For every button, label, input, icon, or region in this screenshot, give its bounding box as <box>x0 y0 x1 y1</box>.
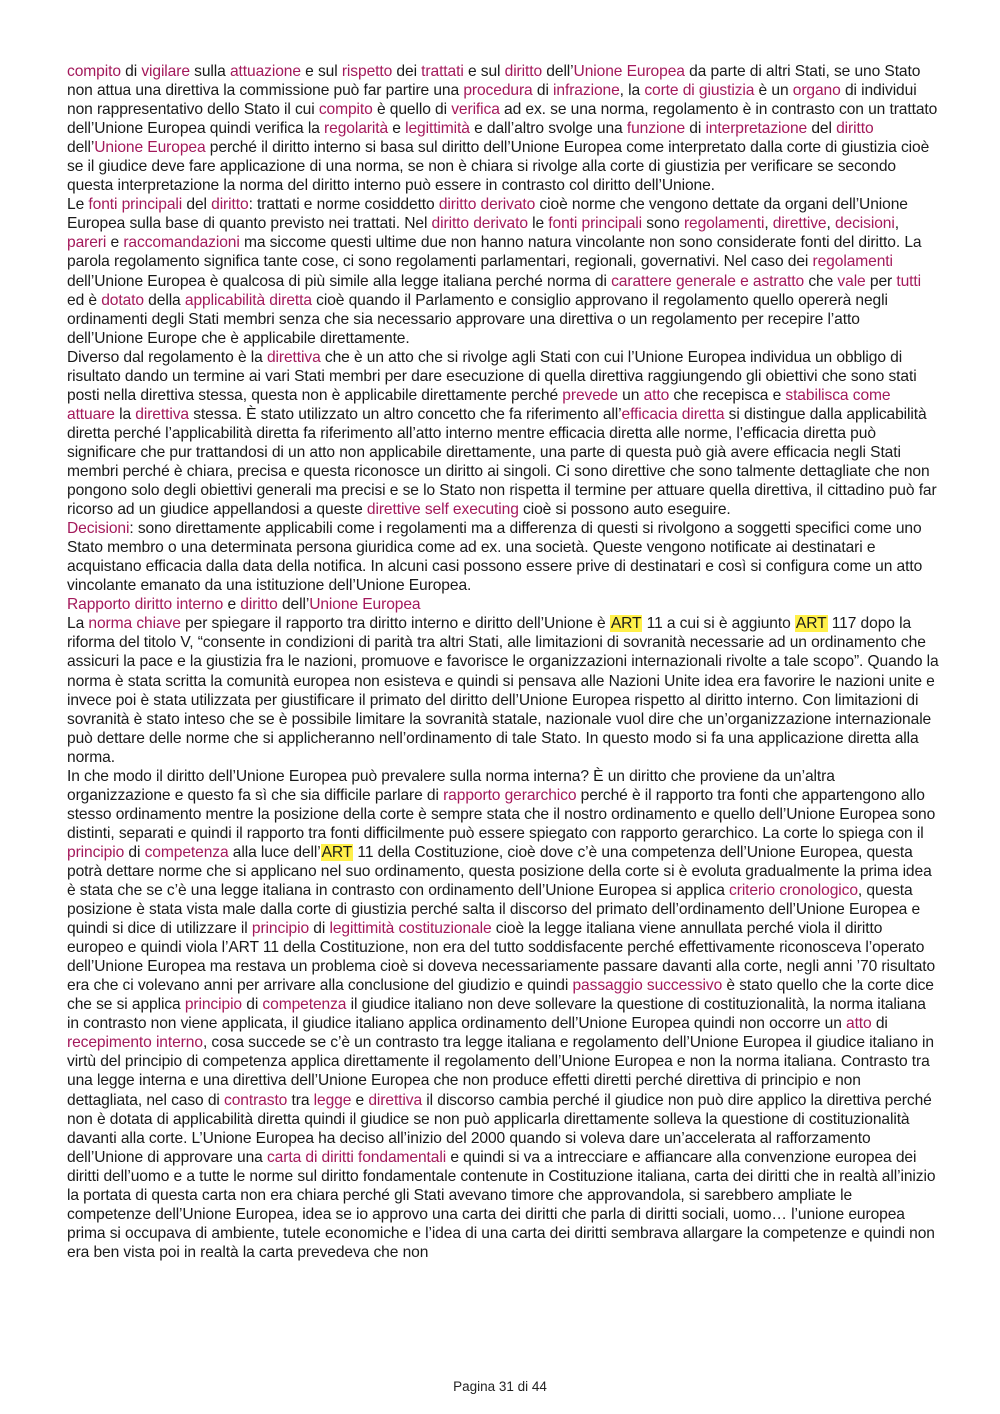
text-run: di <box>685 120 706 138</box>
highlighted-term: contrasto <box>224 1091 288 1109</box>
marker-highlight: ART <box>795 615 827 633</box>
text-run: e <box>106 234 124 252</box>
highlighted-term: Unione Europea <box>309 596 421 614</box>
paragraph <box>67 614 940 766</box>
text-run: e dall’altro svolge una <box>469 120 627 138</box>
text-run: e sul <box>463 63 505 80</box>
highlighted-term: Decisioni <box>67 520 130 538</box>
text-run: dell’Unione Europea è qualcosa di più simile alla legge italiana perché norma di <box>67 272 612 290</box>
highlighted-term: diritto <box>211 196 249 214</box>
page-footer: Pagina 31 di 44 <box>453 1379 547 1394</box>
text-run: e <box>351 1091 369 1109</box>
text-run: le <box>527 215 549 233</box>
highlighted-term: competenza <box>262 996 347 1014</box>
text-run: dei <box>392 63 422 80</box>
text-run: che è un atto che si rivolge agli Stati con cui l’Unione Europea individua un obbligo di risultato dando un termine ai vari Stati membri per dare esecuzione di quella direttiva raggiungendo gli obiettivi che sono stati posti nella direttiva stessa, questa non è applicabile direttamente perché <box>67 348 917 404</box>
highlighted-term: dotato <box>101 291 144 309</box>
highlighted-term: infrazione <box>553 82 620 100</box>
text-run: di <box>871 1015 888 1033</box>
highlighted-term: carattere generale e astratto <box>611 272 805 290</box>
text-run: perché il diritto interno si basa sul diritto dell’Unione Europea come interpretato dalla corte di giustizia cioè se il giudice deve fare applicazione di una norma, se non è chiara si rivolge alla corte di giustizia per verificare se secondo questa interpretazione la norma del diritto interno può essere in contrasto col diritto dell’Unione. <box>67 139 930 195</box>
highlighted-term: efficacia diretta <box>621 405 725 423</box>
highlighted-term: applicabilità diretta <box>184 291 312 309</box>
text-run: che <box>804 272 838 290</box>
highlighted-term: rapporto gerarchico <box>443 786 577 804</box>
text-run: 11 della Costituzione, cioè dove c’è una competenza dell’Unione Europea, questa potrà dettare norme che si applicano nel suo ordinamento, questa posizione della corte si è evoluta gradualmente la prima idea è stata che se c’è una legge italiana in contrasto con ordinamento dell’Unione Europea si applica <box>67 843 932 900</box>
text-run: , <box>894 215 899 233</box>
text-run: un <box>617 386 644 404</box>
highlighted-term: recepimento interno <box>67 1034 203 1052</box>
text-run: La <box>67 615 89 633</box>
text-run: e <box>223 596 241 614</box>
highlighted-term: principio <box>251 920 310 938</box>
highlighted-term: funzione <box>626 120 686 138</box>
text-run: si distingue dalla applicabilità diretta perché l’applicabilità diretta fa riferimento all’atto interno mentre efficacia diretta alle norme, l’efficacia diretta può significare che pur trattandosi di un atto non applicabile direttamente, una parte di questa può già avere efficacia negli Stati membri perché è chiara, precisa e questa riconosce un diritto ai singoli. Ci sono direttive che sono talmente dettagliate che non pongono solo degli obiettivi generali ma precisi e se lo Stato non rispetta il termine per attuare quella direttiva, il cittadino può far ricorso ad un giudice appellandosi a queste <box>67 405 937 519</box>
text-run: di <box>309 920 330 938</box>
text-run: del <box>807 120 837 138</box>
text-run: di <box>120 63 142 80</box>
highlighted-term: regolamenti <box>683 215 765 233</box>
text-run: perché è il rapporto tra fonti che appartengono allo stesso ordinamento mentre la posizione della corte è sempre stata che il nostro ordinamento e quello dell’Unione Europea sono distinti, separati e quindi il rapporto tra fonti difficilmente può essere spiegato con rapporto gerarchico. La corte lo spiega con il <box>67 786 936 842</box>
text-run: Diverso dal regolamento è la <box>67 348 267 366</box>
highlighted-term: atto <box>643 386 670 404</box>
text-run: , <box>764 215 773 233</box>
highlighted-term: decisioni <box>834 215 895 233</box>
paragraph <box>67 62 940 195</box>
highlighted-term: corte di giustizia <box>644 82 755 100</box>
text-run: Le <box>67 196 89 214</box>
highlighted-term: Unione Europea <box>94 139 206 157</box>
highlighted-term: regolarità <box>324 120 389 138</box>
paragraph <box>67 767 940 1262</box>
text-run: sulla <box>189 63 230 80</box>
highlighted-term: norma chiave <box>88 615 181 633</box>
text-run: di <box>532 82 554 100</box>
highlighted-term: diritto derivato <box>438 196 536 214</box>
text-run: per <box>865 272 897 290</box>
text-run: di <box>124 843 145 861</box>
highlighted-term: diritto derivato <box>431 215 528 233</box>
text-run: da parte di altri Stati, se uno Stato non attua una direttiva la commissione può far partire una <box>67 63 921 100</box>
text-run: : sono direttamente applicabili come i regolamenti ma a differenza di questi si rivolgono a soggetti specifici come uno Stato membro o una determinata persona giuridica come ad ex. una società. Queste vengono notificate ai destinatari e acquistano efficacia dalla data della notifica. In alcuni casi possono essere prive di destinatari e così si configura come un atto vincolante emanato da una istituzione dell’Unione Europea. <box>67 520 923 595</box>
paragraph <box>67 519 940 595</box>
highlighted-term: compito <box>67 63 121 80</box>
highlighted-term: Rapporto diritto interno <box>67 596 224 614</box>
text-run: per spiegare il rapporto tra diritto interno e diritto dell’Unione è <box>180 615 610 633</box>
text-run: cioè si possono auto eseguire. <box>518 501 731 519</box>
highlighted-term: atto <box>846 1015 872 1033</box>
text-run: del <box>182 196 212 214</box>
text-run: dell’ <box>277 596 310 614</box>
text-run: che recepisca e <box>669 386 786 404</box>
text-run: e sul <box>300 63 342 80</box>
highlighted-term: fonti principali <box>548 215 643 233</box>
text-run: alla luce dell’ <box>228 843 321 861</box>
text-run: , cosa succede se c’è un contrasto tra legge italiana e regolamento dell’Unione Europea il giudice italiano in virtù del principio di competenza applica direttamente il regolamento dell’Unione Europea e non la norma italiana. Contrasto tra una legge interna e una direttiva dell’Unione Europea che non produce effetti diretti perché direttiva di principio e non dettagliata, nel caso di <box>67 1034 934 1109</box>
text-run: ed è <box>67 291 102 309</box>
highlighted-term: direttiva <box>266 348 321 366</box>
text-run: il discorso cambia perché il giudice non può dire applico la direttiva perché non è dotata di applicabilità diretta quindi il giudice se non può applicarla direttamente solleva la questione di costituzionalità davanti alla corte. L’Unione Europea ha deciso all’inizio del 2000 quando si voleva dare un’accelerata al rafforzamento dell’Unione di approvare una <box>67 1091 932 1166</box>
text-run: sono <box>642 215 684 233</box>
highlighted-term: principio <box>67 843 125 861</box>
text-run: e quindi si va a intrecciare e affiancare alla convenzione europea dei diritti dell’uomo e a tutte le norme sul diritto fondamentale contenute in Costituzione italiana, carta dei diritti che in realtà all’inizio la portata di questa carta non era chiara perché gli Stati avevano timore che approvandola, si sarebbero ampliate le competenze dell’Unione Europea, idea se io approvo una carta dei diritti che parla di diritti sociali, uomo… l’unione europea prima si occupava di ambiente, tutele economiche e l’idea di una carta dei diritti sembrava allargare la competenze e quindi non era ben vista poi in realtà la carta prevedeva che non <box>67 1148 936 1261</box>
highlighted-term: carta di diritti fondamentali <box>266 1148 447 1166</box>
text-run: di <box>242 996 263 1014</box>
text-run: della <box>143 291 185 309</box>
text-run: cioè norme che vengono dettate da organi dell’Unione Europea sulla base di quanto previsto nei trattati. Nel <box>67 196 908 233</box>
highlighted-term: diritto <box>504 63 543 80</box>
text-run: ma siccome questi ultime due non hanno natura vincolante non sono considerate fonti del diritto. La parola regolamento significa tante cose, ci sono regolamenti parlamentari, regionali, governativi. Nel caso dei <box>67 234 922 271</box>
highlighted-term: rispetto <box>341 63 393 80</box>
highlighted-term: stabilisca come attuare <box>67 386 891 423</box>
text-run: dell’ <box>542 63 574 80</box>
body-text <box>67 62 940 1262</box>
highlighted-term: direttive self executing <box>366 501 519 519</box>
text-run: dell’ <box>67 139 95 157</box>
text-run: e <box>388 120 406 138</box>
text-run: , questa posizione è stata vista male dalla corte di giustizia perché salta il discorso del primato dell’ordinamento dell’Unione Europea e quindi si dice di utilizzare il <box>67 882 921 938</box>
highlighted-term: competenza <box>144 843 229 861</box>
highlighted-term: diritto <box>836 120 874 138</box>
text-run: ad ex. se una norma, regolamento è in contrasto con un trattato dell’Unione Europea quindi verifica la <box>67 101 938 138</box>
highlighted-term: organo <box>792 82 841 100</box>
text-run: 117 dopo la riforma del titolo V, “consente in condizioni di parità tra altri Stati, alle limitazioni di sovranità necessarie ad un ordinamento che assicuri la pace e la giustizia fra le nazioni, promuove e favorisce le organizzazioni internazionali rivolte a tale scopo”. Quando la norma è stata scritta la comunità europea non esisteva e quindi si pensava alle Nazioni Unite idea era favorire le nazioni unite e invece poi è stata utilizzata per giustificare il primato del diritto dell’Unione Europea rispetto al diritto interno. Con limitazioni di sovranità è stato inteso che se è possibile limitare la sovranità statale, nazionale vuol dire che un’organizzazione internazionale può dettare delle norme che si applicheranno nell’ordinamento di tale Stato. In questo modo si fa una applicazione diretta alla norma. <box>67 615 939 766</box>
marker-highlight: ART <box>321 843 353 861</box>
highlighted-term: procedura <box>463 82 533 100</box>
highlighted-term: pareri <box>67 234 107 252</box>
highlighted-term: vigilare <box>141 63 190 80</box>
highlighted-term: legge <box>313 1091 352 1109</box>
text-run: tra <box>287 1091 314 1109</box>
text-run: , la <box>619 82 645 100</box>
text-run: il giudice italiano non deve sollevare la questione di costituzionalità, la norma italiana in contrasto non viene applicata, il giudice italiano applica ordinamento dell’Unione Europea quindi non occorre un <box>67 996 926 1033</box>
highlighted-term: legittimità costituzionale <box>329 920 492 938</box>
highlighted-term: compito <box>318 101 373 119</box>
text-run: cioè la legge italiana viene annullata perché viola il diritto europeo e quindi viola l’ART 11 della Costituzione, non era del tutto soddisfacente perché effettivamente riconosceva l’operato dell’Unione Europea ma restava un problema cioè si doveva necessariamente passare davanti alla corte, negli anni ’70 risultato era che ci volevano anni per arrivare alla conclusione del giudizio e quindi <box>67 920 936 995</box>
highlighted-term: verifica <box>451 101 500 119</box>
highlighted-term: passaggio successivo <box>572 977 723 995</box>
paragraph <box>67 195 940 347</box>
text-run: : trattati e norme cosiddetto <box>248 196 439 214</box>
highlighted-term: tutti <box>896 272 921 290</box>
text-run: di individui non rappresentativo dello Stato il cui <box>67 82 917 119</box>
text-run: è stato quello che la corte dice che se si applica <box>67 977 934 1014</box>
text-run: , <box>826 215 835 233</box>
highlighted-term: direttiva <box>135 405 189 423</box>
highlighted-term: raccomandazioni <box>123 234 240 252</box>
text-run: è un <box>754 82 793 100</box>
highlighted-term: principio <box>184 996 243 1014</box>
text-run: la <box>114 405 136 423</box>
paragraph <box>67 348 940 519</box>
highlighted-term: trattati <box>421 63 464 80</box>
paragraph <box>67 595 940 614</box>
highlighted-term: prevede <box>562 386 618 404</box>
marker-highlight: ART <box>610 615 642 633</box>
highlighted-term: legittimità <box>405 120 470 138</box>
text-run: cioè quando il Parlamento e consiglio approvano il regolamento quello opererà negli ordinamenti degli Stati membri senza che sia necessario approvare una direttiva o un regolamento per recepire l’atto dell’Unione Europe che è applicabile direttamente. <box>67 291 888 347</box>
highlighted-term: direttiva <box>368 1091 423 1109</box>
highlighted-term: interpretazione <box>705 120 808 138</box>
highlighted-term: criterio cronologico <box>729 882 858 900</box>
text-run: 11 a cui si è aggiunto <box>642 615 795 633</box>
highlighted-term: diritto <box>240 596 278 614</box>
highlighted-term: attuazione <box>229 63 301 80</box>
highlighted-term: direttive <box>772 215 827 233</box>
highlighted-term: fonti principali <box>88 196 183 214</box>
highlighted-term: vale <box>837 272 866 290</box>
text-run: stessa. È stato utilizzato un altro concetto che fa riferimento all’ <box>188 405 622 423</box>
text-run: In che modo il diritto dell’Unione Europea può prevalere sulla norma interna? È un diritto che proviene da un’altra organizzazione e questo fa sì che sia difficile parlare di <box>67 767 835 804</box>
highlighted-term: Unione Europea <box>573 63 685 80</box>
highlighted-term: regolamenti <box>812 253 893 271</box>
text-run: è quello di <box>372 101 452 119</box>
